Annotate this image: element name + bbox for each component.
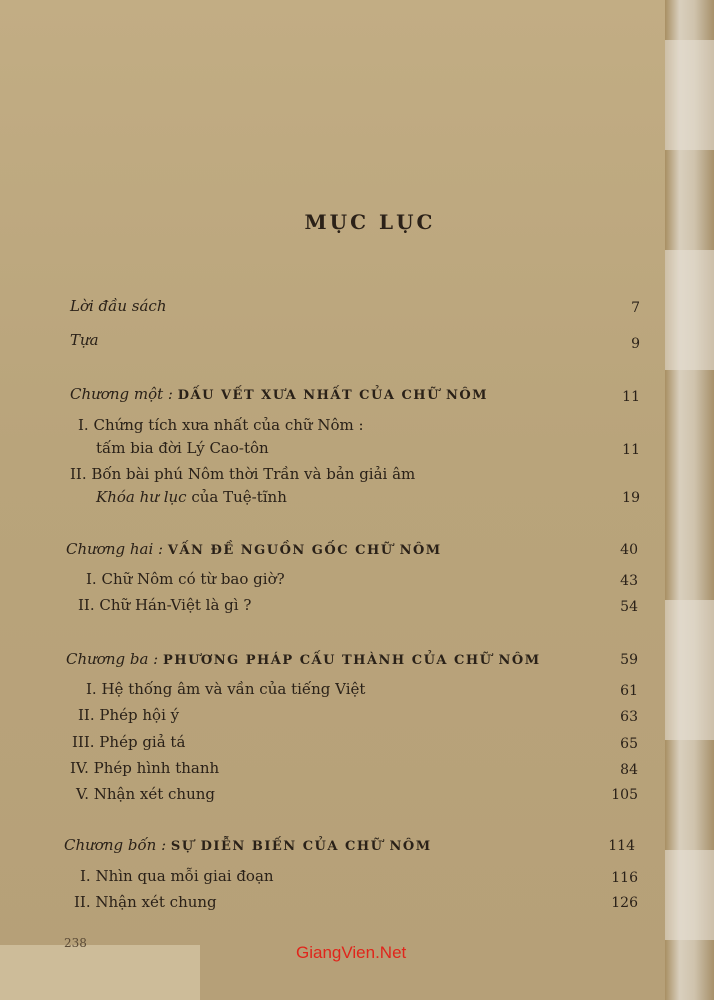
toc-page-number: 61 xyxy=(620,683,638,699)
toc-page-number: 105 xyxy=(611,787,638,803)
toc-entry-label: tấm bia đời Lý Cao-tôn xyxy=(96,439,269,457)
toc-entry-label: Khóa hư lục xyxy=(96,488,187,506)
toc-section xyxy=(80,867,274,885)
toc-entry-label: I. Nhìn qua mỗi giai đoạn xyxy=(80,867,274,885)
toc-entry-label: Tựa xyxy=(70,331,99,349)
toc-section xyxy=(86,570,285,588)
toc-entry-label: II. Chữ Hán-Việt là gì ? xyxy=(78,596,252,614)
toc-section xyxy=(78,596,251,614)
chapter-prefix: Chương một : xyxy=(70,385,173,403)
toc-entry-label: V. Nhận xét chung xyxy=(76,785,216,803)
toc-page-number: 59 xyxy=(620,652,638,668)
toc-entry-label: I. Chứng tích xưa nhất của chữ Nôm : xyxy=(78,416,364,434)
toc-page-number: 11 xyxy=(622,442,640,458)
toc-entry-label: II. Phép hội ý xyxy=(78,706,180,724)
edge-paper-strip xyxy=(665,40,714,150)
toc-page-number: 40 xyxy=(620,542,638,558)
book-edge xyxy=(665,0,714,1000)
toc-section xyxy=(70,465,415,483)
toc-chapter-1 xyxy=(70,385,488,403)
chapter-prefix: Chương hai : xyxy=(66,540,164,558)
chapter-heading: DẤU VẾT XƯA NHẤT CỦA CHỮ NÔM xyxy=(177,388,489,403)
toc-section xyxy=(70,759,219,777)
toc-chapter-2 xyxy=(66,540,442,558)
toc-section xyxy=(86,680,365,698)
toc-page-number: 63 xyxy=(620,709,638,725)
chapter-prefix: Chương ba : xyxy=(66,650,159,668)
toc-page-number: 114 xyxy=(608,838,635,854)
toc-page-number: 65 xyxy=(620,736,638,752)
toc-chapter-4 xyxy=(64,836,432,854)
toc-page-number: 116 xyxy=(611,870,638,886)
toc-page-number: 11 xyxy=(622,389,640,405)
edge-paper-strip xyxy=(665,850,714,940)
toc-entry-label: II. Bốn bài phú Nôm thời Trần và bản giải âm xyxy=(70,465,416,483)
chapter-heading: VẤN ĐỀ NGUỒN GỐC CHỮ NÔM xyxy=(167,543,442,558)
toc-section xyxy=(78,706,179,724)
toc-section xyxy=(72,733,185,751)
page-title: MỤC LỤC xyxy=(304,210,436,234)
footer-page-number: 238 xyxy=(64,936,87,950)
edge-paper-strip xyxy=(665,250,714,370)
toc-page-number: 19 xyxy=(622,490,640,506)
toc-section xyxy=(76,785,215,803)
toc-entry-label: I. Chữ Nôm có từ bao giờ? xyxy=(86,570,285,588)
toc-chapter-3 xyxy=(66,650,541,668)
toc-page-number: 9 xyxy=(631,336,640,352)
edge-paper-strip xyxy=(665,600,714,740)
toc-page-number: 126 xyxy=(611,895,638,911)
toc-entry-label: I. Hệ thống âm và vần của tiếng Việt xyxy=(86,680,366,698)
toc-entry-label: II. Nhận xét chung xyxy=(74,893,217,911)
toc-entry-label: III. Phép giả tá xyxy=(72,733,186,751)
toc-page-number: 7 xyxy=(631,300,640,316)
chapter-prefix: Chương bốn : xyxy=(64,836,167,854)
toc-entry-label: IV. Phép hình thanh xyxy=(70,759,220,777)
toc-section xyxy=(74,893,217,911)
toc-entry-label: Lời đầu sách xyxy=(70,297,167,315)
page-corner-stain xyxy=(0,945,200,1000)
toc-page-number: 54 xyxy=(620,599,638,615)
toc-section-continued xyxy=(96,439,269,457)
toc-page-number: 43 xyxy=(620,573,638,589)
toc-page-number: 84 xyxy=(620,762,638,778)
toc-section xyxy=(78,416,364,434)
chapter-heading: PHƯƠNG PHÁP CẤU THÀNH CỦA CHỮ NÔM xyxy=(163,653,541,668)
toc-section-continued xyxy=(96,488,287,506)
toc-entry-label: của Tuệ-tĩnh xyxy=(186,488,287,506)
watermark-text: GiangVien.Net xyxy=(296,943,407,962)
chapter-heading: SỰ DIỄN BIẾN CỦA CHỮ NÔM xyxy=(170,839,432,854)
